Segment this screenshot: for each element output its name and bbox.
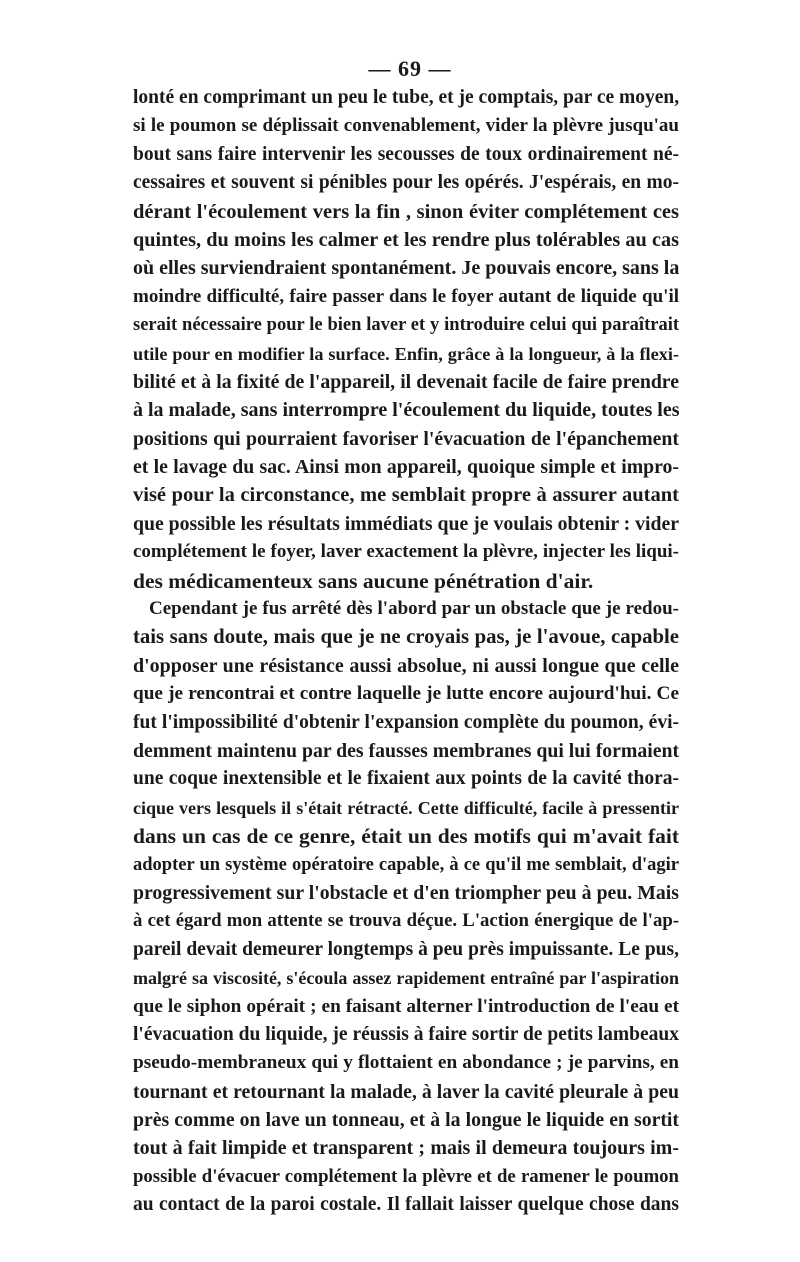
text-line: possible d'évacuer complétement la plèvre et de ramener le poumon (133, 1165, 679, 1187)
text-line: près comme on lave un tonneau, et à la longue le liquide en sortit (133, 1109, 679, 1132)
text-line: fut l'impossibilité d'obtenir l'expansion complète du poumon, évi- (133, 711, 679, 733)
text-line: pseudo-membraneux qui y flottaient en abondance ; je parvins, en (133, 1052, 679, 1074)
text-line: l'évacuation du liquide, je réussis à faire sortir de petits lambeaux (133, 1023, 679, 1045)
text-line: quintes, du moins les calmer et les rendre plus tolérables au cas (133, 228, 679, 251)
text-line: demment maintenu par des fausses membranes qui lui formaient (133, 739, 680, 762)
text-line: tout à fait limpide et transparent ; mais il demeura toujours im- (133, 1137, 679, 1160)
text-line: que je rencontrai et contre laquelle je lutte encore aujourd'hui. Ce (133, 683, 679, 705)
text-line: et le lavage du sac. Ainsi mon appareil, quoique simple et impro- (133, 456, 679, 479)
text-line: dérant l'écoulement vers la fin , sinon éviter complétement ces (133, 200, 679, 223)
text-line: si le poumon se déplissait convenablement, vider la plèvre jusqu'au (133, 115, 679, 137)
text-line: utile pour en modifier la surface. Enfin, grâce à la longueur, à la flexi- (133, 343, 679, 364)
text-line: visé pour la circonstance, me semblait propre à assurer autant (133, 484, 679, 507)
text-line: une coque inextensible et le fixaient aux points de la cavité thora- (133, 768, 679, 790)
text-line: positions qui pourraient favoriser l'évacuation de l'épanchement (133, 427, 679, 450)
text-line: tais sans doute, mais que je ne croyais pas, je l'avoue, capable (133, 626, 679, 649)
text-line: d'opposer une résistance aussi absolue, ni aussi longue que celle (133, 654, 679, 677)
text-line: dans un cas de ce genre, était un des motifs qui m'avait fait (133, 824, 679, 849)
text-line: malgré sa viscosité, s'écoula assez rapidement entraîné par l'aspiration (133, 968, 679, 989)
text-line: serait nécessaire pour le bien laver et y introduire celui qui paraîtrait (133, 315, 679, 336)
text-line: progressivement sur l'obstacle et d'en triompher peu à peu. Mais (133, 881, 679, 904)
text-line: adopter un système opératoire capable, à ce qu'il me semblait, d'agir (133, 854, 679, 875)
text-line: moindre difficulté, faire passer dans le foyer autant de liquide qu'il (133, 285, 679, 307)
paragraph-start-line: Cependant je fus arrêté dès l'abord par un obstacle que je redou- (149, 598, 679, 620)
text-line: tournant et retournant la malade, à laver la cavité pleurale à peu (133, 1080, 679, 1103)
page-number: — 69 — (368, 56, 452, 81)
paragraph-end-line: des médicamenteux sans aucune pénétration d'air. (133, 568, 594, 593)
text-line: pareil devait demeurer longtemps à peu près impuissante. Le pus, (133, 938, 679, 960)
text-line: au contact de la paroi costale. Il fallait laisser quelque chose dans (133, 1194, 679, 1216)
text-line: bout sans faire intervenir les secousses de toux ordinairement né- (133, 143, 679, 165)
text-line: où elles surviendraient spontanément. Je pouvais encore, sans la (133, 257, 680, 280)
text-line: cessaires et souvent si pénibles pour les opérés. J'espérais, en mo- (133, 172, 679, 194)
body-text (133, 84, 679, 1220)
text-line: bilité et à la fixité de l'appareil, il devenait facile de faire prendre (133, 370, 679, 393)
text-line: lonté en comprimant un peu le tube, et je comptais, par ce moyen, (133, 87, 680, 108)
text-line: que le siphon opérait ; en faisant alterner l'introduction de l'eau et (133, 995, 679, 1017)
text-line: à cet égard mon attente se trouva déçue. L'action énergique de l'ap- (133, 910, 679, 932)
text-line: à la malade, sans interrompre l'écoulement du liquide, toutes les (133, 399, 680, 422)
text-line: complétement le foyer, laver exactement la plèvre, injecter les liqui- (133, 541, 679, 563)
text-line: que possible les résultats immédiats que je voulais obtenir : vider (133, 512, 680, 535)
text-line: cique vers lesquels il s'était rétracté. Cette difficulté, facile à pressentir (133, 797, 679, 818)
